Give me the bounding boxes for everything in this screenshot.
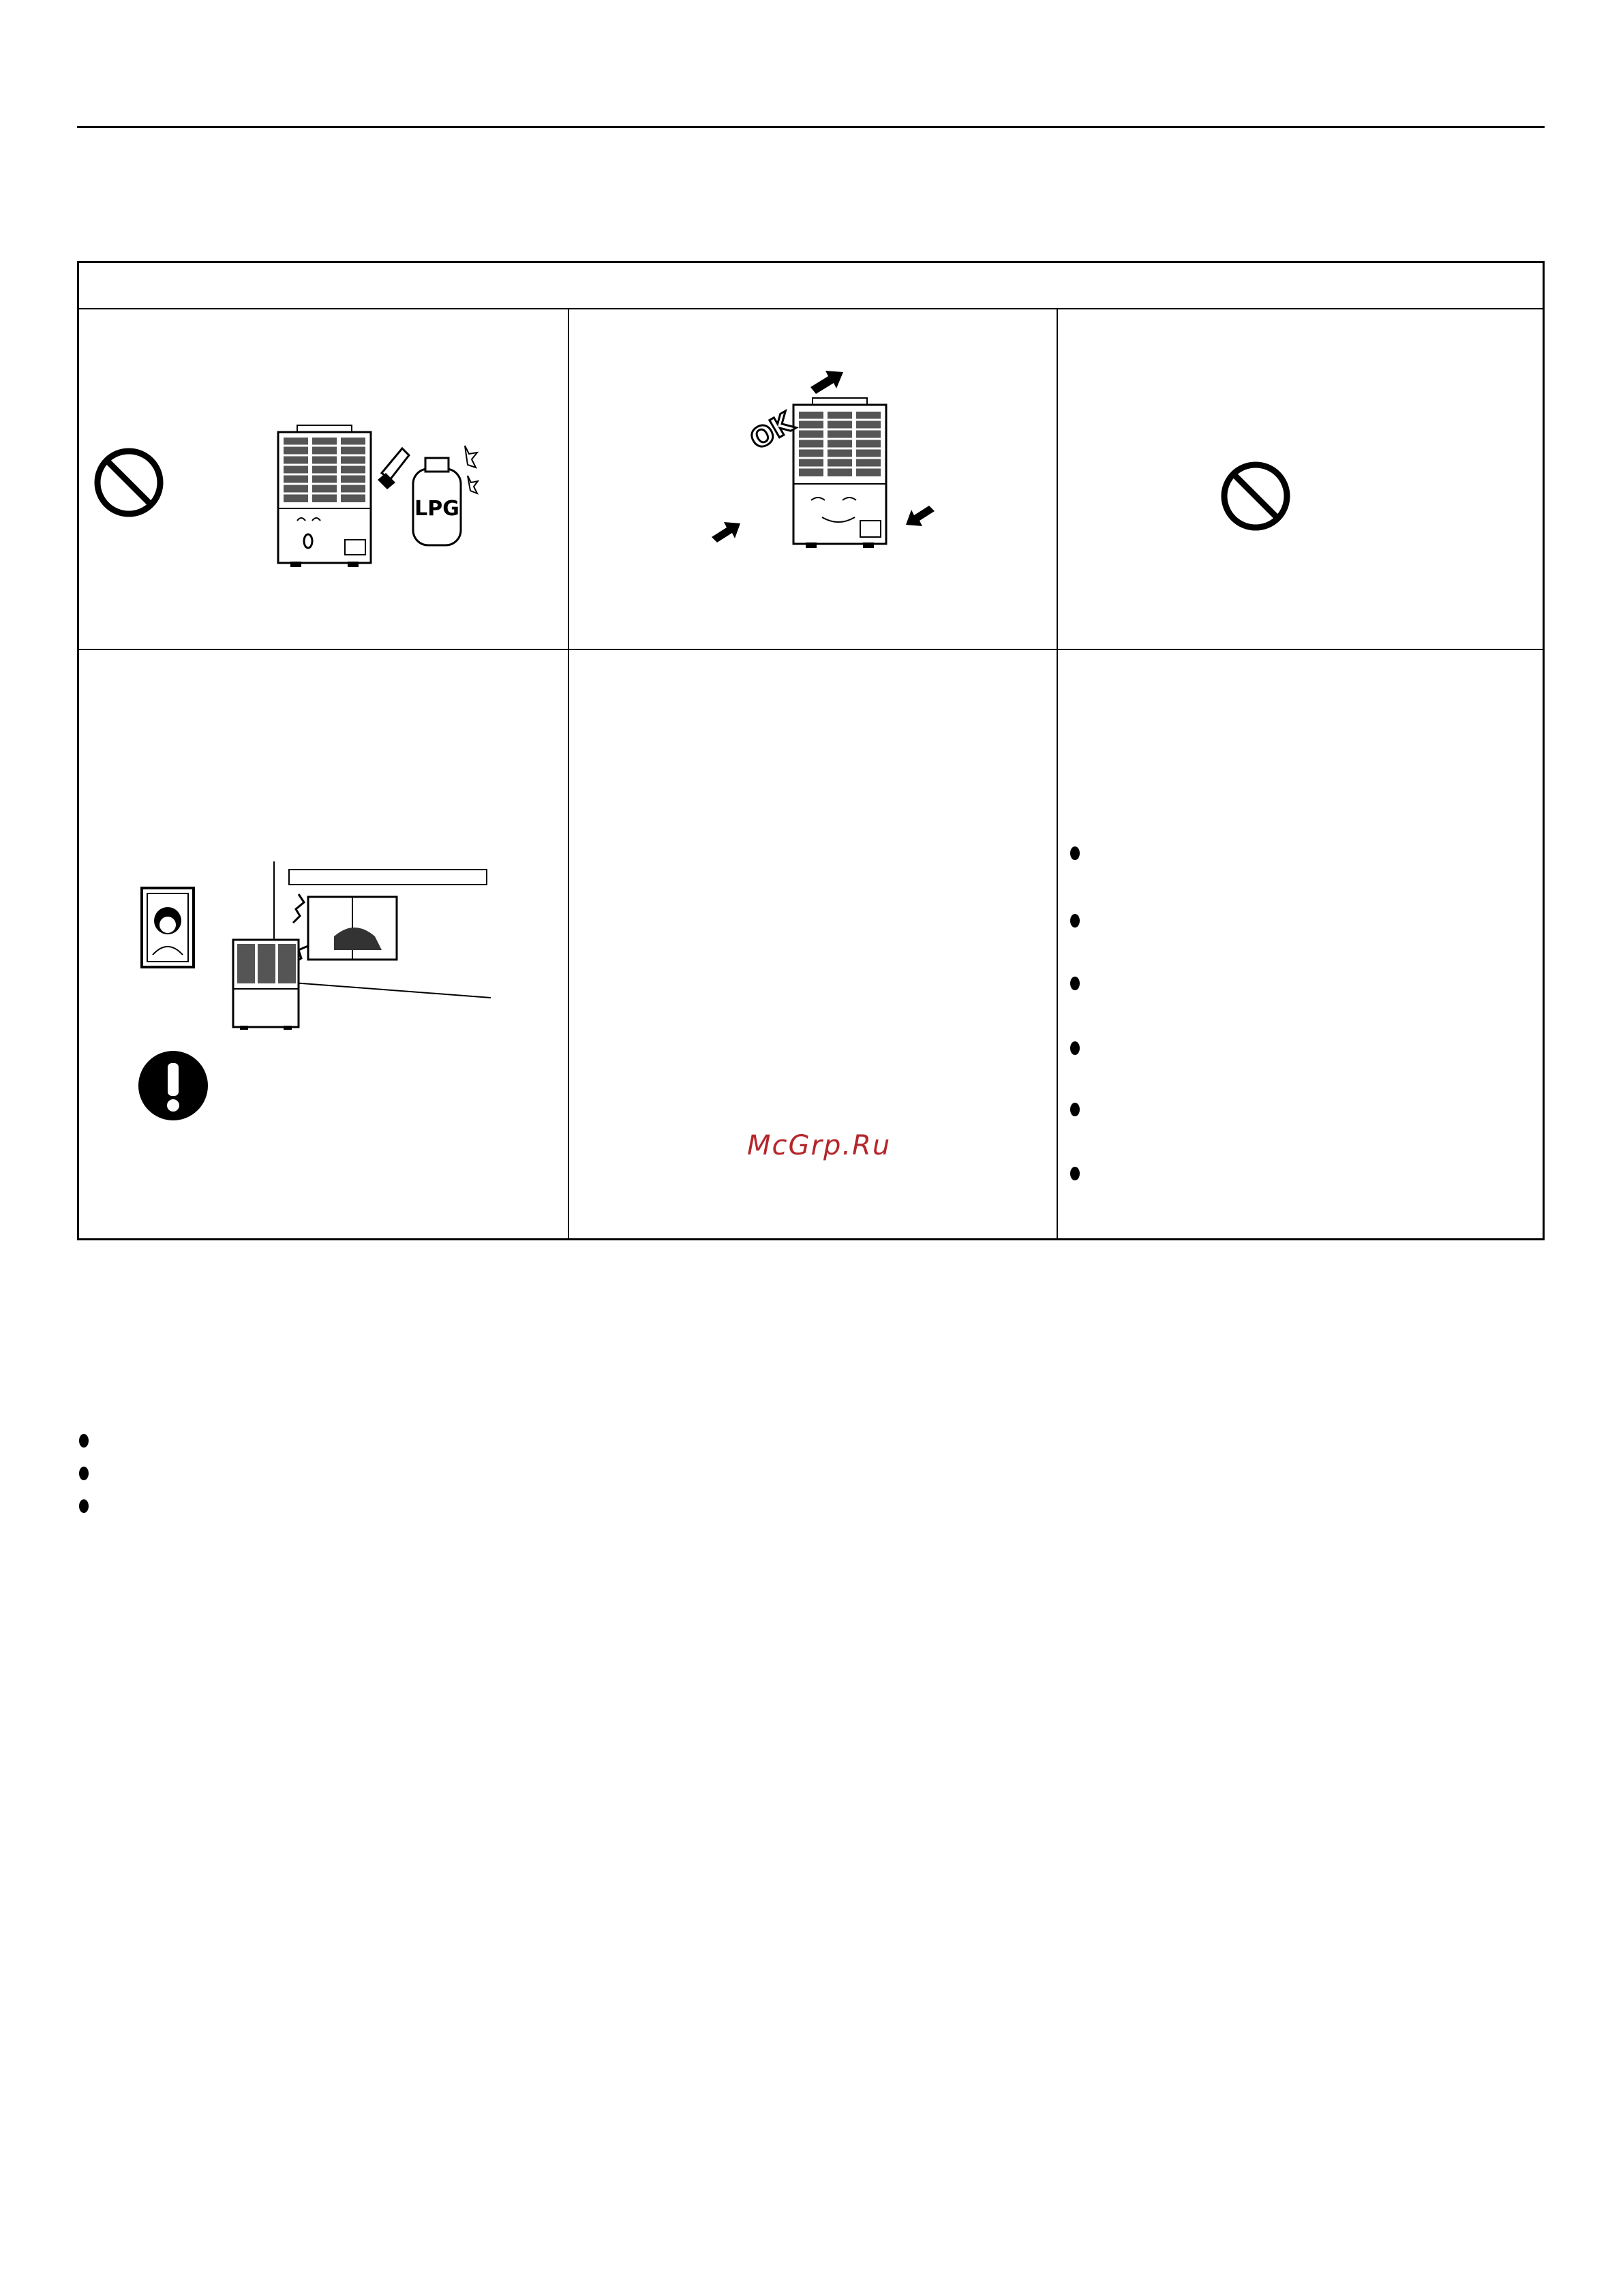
mandatory-action-icon: [137, 1050, 209, 1122]
ok-label-icon: [745, 405, 800, 459]
installation-precautions-table: [77, 261, 1545, 1240]
prohibited-symbol-icon: [1220, 461, 1291, 532]
airflow-arrow-icon: [709, 514, 743, 541]
outdoor-unit-icon: [232, 936, 300, 1031]
lpg-cylinder-icon: [372, 432, 481, 548]
bullet-icon: [1070, 977, 1080, 990]
airflow-arrow-icon: [808, 364, 849, 391]
cell-r1c2: [569, 309, 1057, 648]
outdoor-unit-icon: [277, 425, 372, 568]
header-rule: [77, 126, 1545, 128]
bullet-icon: [1070, 1167, 1080, 1180]
neighbor-window-icon: [140, 887, 195, 968]
cell-r1c1: [79, 309, 568, 648]
cell-r2c3: [1058, 650, 1545, 1240]
bullet-icon: [1070, 1103, 1080, 1116]
prohibited-symbol-icon: [93, 447, 164, 518]
watermark-text: McGrp.Ru: [747, 1130, 892, 1161]
bullet-icon: [1070, 1041, 1080, 1055]
page-bullet-icon: [79, 1434, 89, 1448]
outdoor-unit-icon: [792, 398, 888, 549]
bullet-icon: [1070, 846, 1080, 860]
svg-text:OK: OK: [744, 406, 800, 457]
airflow-arrow-icon: [903, 507, 937, 534]
bullet-icon: [1070, 914, 1080, 928]
building-wall-icon: [273, 861, 491, 977]
page-bullet-icon: [79, 1499, 89, 1513]
svg-text:LPG: LPG: [414, 497, 459, 521]
cell-r1c3: [1058, 309, 1545, 648]
page-bullet-icon: [79, 1467, 89, 1480]
cell-r2c1: [79, 650, 568, 1240]
